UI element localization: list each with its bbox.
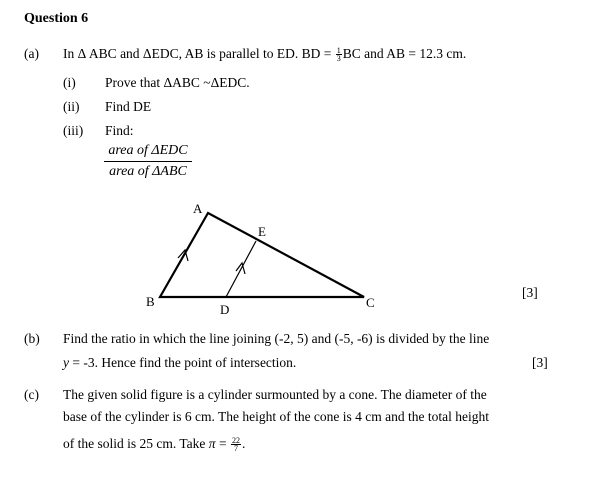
vertex-label-d: D xyxy=(220,302,230,317)
segment-de xyxy=(226,241,256,297)
sub-iii-label: (iii) xyxy=(63,123,84,138)
area-ratio-denominator: area of ΔABC xyxy=(109,164,187,179)
vertex-label-a: A xyxy=(193,201,203,216)
pi-symbol: π xyxy=(208,436,216,451)
part-b-label: (b) xyxy=(24,331,40,346)
part-b-marks: [3] xyxy=(532,355,548,370)
part-a-marks: [3] xyxy=(522,285,538,300)
part-b-line2 xyxy=(63,355,296,371)
part-c-line2: base of the cylinder is 6 cm. The height of the cone is 4 cm and the total height xyxy=(63,409,490,424)
part-a-text-post: BC and AB = 12.3 cm. xyxy=(342,46,467,61)
area-ratio-numerator: area of ΔEDC xyxy=(108,143,188,158)
vertex-label-b: B xyxy=(146,294,155,309)
part-c-line3 xyxy=(63,436,245,452)
fraction-numerator: 1 xyxy=(336,46,341,56)
part-c-line1: The given solid figure is a cylinder surmounted by a cone. The diameter of the xyxy=(63,387,487,402)
sub-i-text: Prove that ΔABC ~ΔEDC. xyxy=(105,75,250,90)
part-c-line3-post: . xyxy=(241,436,246,451)
sub-ii-text: Find DE xyxy=(105,99,152,114)
part-c-line3-pre: of the solid is 25 cm. Take xyxy=(63,436,209,451)
question-title: Question 6 xyxy=(24,11,89,26)
vertex-label-c: C xyxy=(366,295,375,310)
part-b-line2-rest: = -3. Hence find the point of intersection. xyxy=(69,355,297,370)
part-a-label: (a) xyxy=(24,46,39,61)
vertex-label-e: E xyxy=(258,224,266,239)
fraction-numerator: 22 xyxy=(231,436,240,446)
variable-y: y xyxy=(63,355,69,370)
sub-i-label: (i) xyxy=(63,75,76,90)
fraction-denominator: 7 xyxy=(233,444,238,454)
pi-fraction xyxy=(231,437,241,452)
part-c-label: (c) xyxy=(24,387,39,402)
fraction-denominator: 3 xyxy=(336,54,341,64)
equals-sign: = xyxy=(215,436,230,451)
part-a-text-pre: In Δ ABC and ΔEDC, AB is parallel to ED. BD = xyxy=(63,46,335,61)
sub-ii-label: (ii) xyxy=(63,99,80,114)
part-b-line1: Find the ratio in which the line joining (-2, 5) and (-5, -6) is divided by the line xyxy=(63,331,490,346)
sub-iii-text: Find: xyxy=(105,123,134,138)
